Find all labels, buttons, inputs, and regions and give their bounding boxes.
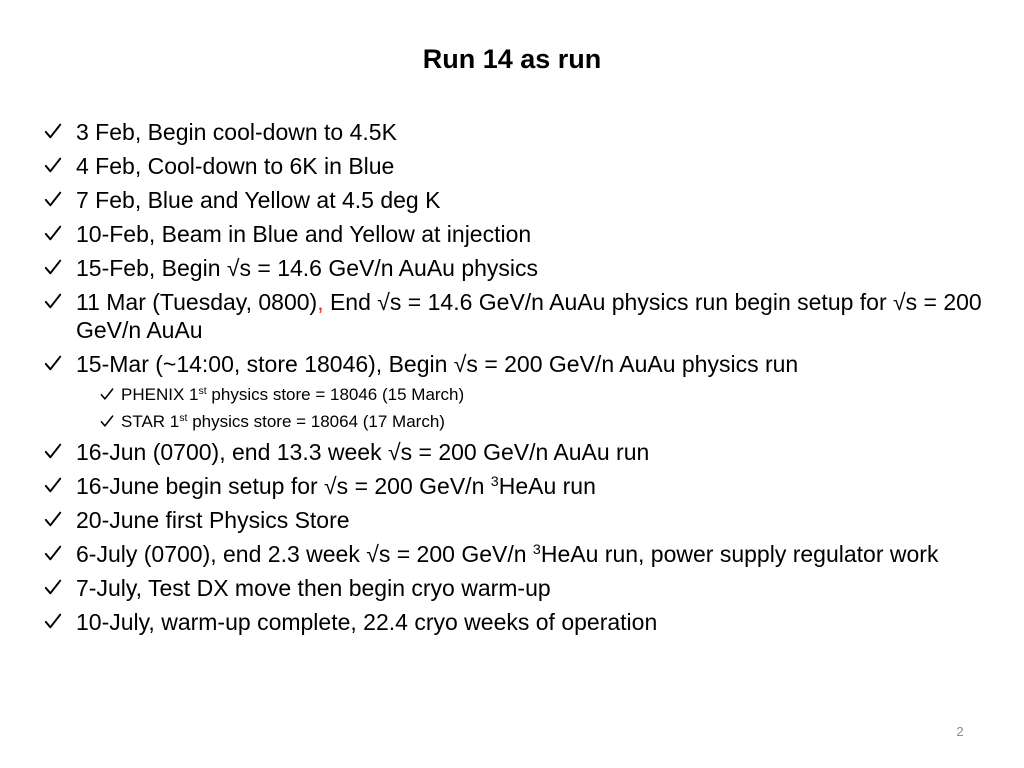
- check-icon: [44, 354, 62, 372]
- check-icon: [44, 578, 62, 596]
- check-icon: [44, 258, 62, 276]
- bullet-text: End √s = 14.6 GeV/n AuAu physics run begin setup for √s = 200 GeV/n AuAu: [76, 289, 982, 343]
- bullet-text: 6-July (0700), end 2.3 week √s = 200 GeV/n: [76, 541, 533, 567]
- check-icon: [44, 442, 62, 460]
- bullet-text: 16-Jun (0700), end 13.3 week √s = 200 GeV/n AuAu run: [76, 439, 650, 465]
- check-icon: [44, 292, 62, 310]
- bullet-text: 20-June first Physics Store: [76, 507, 350, 533]
- sub-list-item: [44, 411, 1004, 432]
- check-icon: [44, 544, 62, 562]
- list-item: [44, 540, 1004, 568]
- check-icon: [44, 190, 62, 208]
- bullet-text: HeAu run, power supply regulator work: [540, 541, 939, 567]
- list-item: [44, 350, 1004, 378]
- list-item: [44, 220, 1004, 248]
- bullet-text: 15-Feb, Begin √s = 14.6 GeV/n AuAu physics: [76, 255, 539, 281]
- list-item: [44, 506, 1004, 534]
- sub-bullet-text: physics store = 18046 (15 March): [206, 385, 465, 404]
- bullet-text: 15-Mar (~14:00, store 18046), Begin √s = 200 GeV/n AuAu physics run: [76, 351, 799, 377]
- check-icon: [44, 156, 62, 174]
- bullet-text: 4 Feb, Cool-down to 6K in Blue: [76, 153, 395, 179]
- bullet-text: 3 Feb, Begin cool-down to 4.5K: [76, 119, 397, 145]
- list-item: [44, 608, 1004, 636]
- sub-bullet-text: PHENIX 1: [121, 385, 199, 404]
- bullet-text: 16-June begin setup for √s = 200 GeV/n: [76, 473, 491, 499]
- bullet-list: [44, 118, 1004, 642]
- check-icon: [44, 510, 62, 528]
- bullet-text: 7-July, Test DX move then begin cryo warm-up: [76, 575, 551, 601]
- superscript: 3: [532, 542, 541, 559]
- red-comma: ,: [317, 289, 324, 315]
- check-icon: [44, 476, 62, 494]
- check-icon: [100, 387, 114, 401]
- list-item: [44, 186, 1004, 214]
- list-item: [44, 254, 1004, 282]
- sub-list-item: [44, 384, 1004, 405]
- check-icon: [44, 122, 62, 140]
- sub-bullet-text: physics store = 18064 (17 March): [187, 412, 445, 431]
- list-item: [44, 288, 1004, 344]
- superscript: st: [198, 385, 207, 398]
- bullet-text: HeAu run: [498, 473, 596, 499]
- list-item: [44, 574, 1004, 602]
- check-icon: [44, 612, 62, 630]
- sub-bullet-text: STAR 1: [121, 412, 180, 431]
- list-item: [44, 118, 1004, 146]
- list-item: [44, 152, 1004, 180]
- bullet-text: 7 Feb, Blue and Yellow at 4.5 deg K: [76, 187, 441, 213]
- bullet-text: 10-July, warm-up complete, 22.4 cryo weeks of operation: [76, 609, 658, 635]
- bullet-text: 10-Feb, Beam in Blue and Yellow at injection: [76, 221, 532, 247]
- page-number: 2: [956, 724, 964, 739]
- superscript: 3: [490, 474, 499, 491]
- list-item: [44, 472, 1004, 500]
- superscript: st: [179, 412, 188, 425]
- check-icon: [44, 224, 62, 242]
- list-item: [44, 438, 1004, 466]
- slide-title: Run 14 as run: [422, 44, 602, 74]
- bullet-text: 11 Mar (Tuesday, 0800): [76, 289, 318, 315]
- check-icon: [100, 414, 114, 428]
